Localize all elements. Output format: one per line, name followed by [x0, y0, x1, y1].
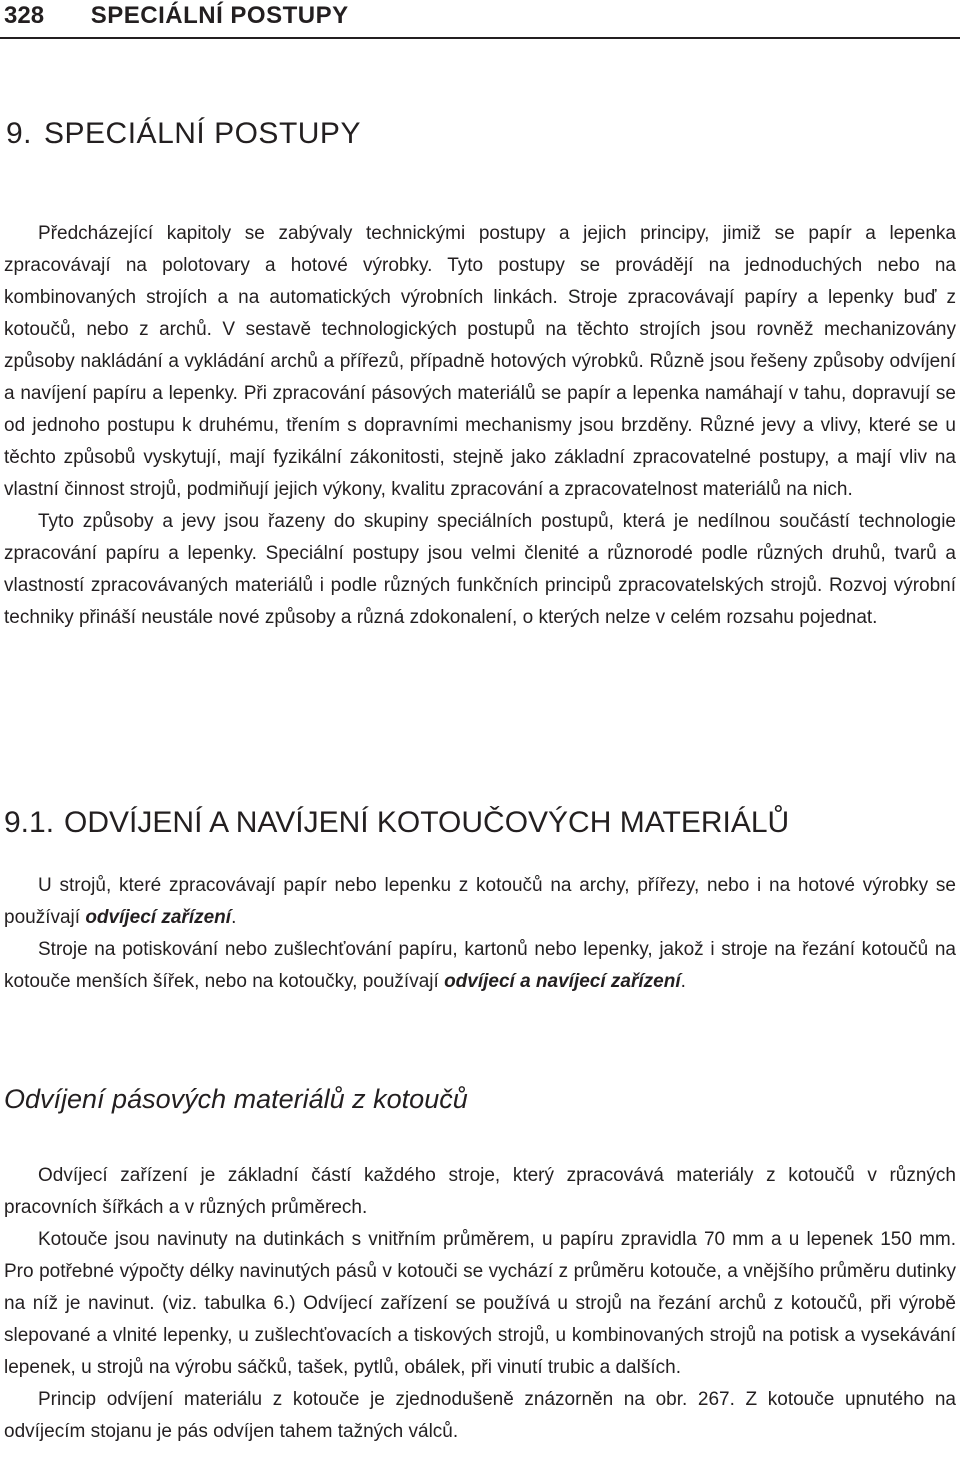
section-paragraph-1 — [4, 870, 956, 934]
section-title — [4, 805, 789, 841]
section-p1-text: U strojů, které zpracovávají papír nebo lepenku z kotoučů na archy, přířezy, nebo i na hotové výrobky se používají — [4, 875, 956, 928]
subsection-text — [4, 1160, 956, 1448]
subsection-paragraph-3: Princip odvíjení materiálu z kotouče je zjednodušeně znázorněn na obr. 267. Z kotouče upnutého na odvíjecím stojanu je pás odvíjen tahem tažných válců. — [4, 1389, 956, 1442]
section-p1-end: . — [231, 907, 237, 928]
page-number: 328 — [4, 2, 45, 29]
subsection-title: Odvíjení pásových materiálů z kotoučů — [4, 1084, 468, 1114]
section-p2-term: odvíjecí a navíjecí zařízení — [444, 971, 681, 992]
section-number: 9.1. — [4, 806, 55, 839]
intro-paragraph-1: Předcházející kapitoly se zabývaly technickými postupy a jejich principy, jimiž se papír a lepenka zpracovávají na polotovary a hotové výrobky. Tyto postupy se provádějí na jednoduchých nebo na kombinovaných strojích a na automatických výrobních linkách. Stroje zpracovávají papíry a lepenky buď z kotoučů, nebo z archů. V sestavě technologických postupů na těchto strojích jsou rovněž mechanizovány způsoby nakládání a vykládání archů a přířezů, případně hotových výrobků. Různě jsou řešeny způsoby odvíjení a navíjení papíru a lepenky. Při zpracování pásových materiálů se papír a lepenka namáhají v tahu, dopravují se od jednoho postupu k druhému, třením s dopravními mechanismy jsou brzděny. Různé jevy a vlivy, které se u těchto způsobů vyskytují, mají fyzikální zákonitosti, stejně jako základní zpracovatelné postupy, a mají vliv na vlastní činnost strojů, podmiňují jejich výkony, kvalitu zpracování a zpracovatelnost materiálů na nich. — [4, 223, 956, 500]
section-p1-term: odvíjecí zařízení — [85, 907, 232, 928]
section-p2-end: . — [680, 971, 686, 992]
section-text — [4, 870, 956, 998]
section-paragraph-2 — [4, 934, 956, 998]
subsection-paragraph-2: Kotouče jsou navinuty na dutinkách s vnitřním průměrem, u papíru zpravidla 70 mm a u lepenek 150 mm. Pro potřebné výpočty délky navinutých pásů v kotouči se vychází z průměru kotouče, a vnějšího průměru dutinky na níž je navinut. (viz. tabulka 6.) Odvíjecí zařízení se používá u strojů na řezání archů z kotoučů, při výrobě slepované a vlnité lepenky, u zušlechťovacích a tiskových strojů, u kombinovaných strojů na potisk a vysekávání lepenek, u strojů na výrobu sáčků, tašek, pytlů, obálek, při vinutí trubic a dalších. — [4, 1229, 956, 1378]
section-title-text: ODVÍJENÍ A NAVÍJENÍ KOTOUČOVÝCH MATERIÁLŮ — [64, 806, 790, 839]
intro-text — [4, 218, 956, 634]
chapter-number: 9. — [6, 117, 33, 150]
chapter-title-text: SPECIÁLNÍ POSTUPY — [44, 117, 361, 150]
subsection-paragraph-1: Odvíjecí zařízení je základní částí každého stroje, který zpracovává materiály z kotoučů v různých pracovních šířkách a v různých průměrech. — [4, 1165, 956, 1218]
intro-paragraph-2: Tyto způsoby a jevy jsou řazeny do skupiny speciálních postupů, která je nedílnou součástí technologie zpracování papíru a lepenky. Speciální postupy jsou velmi členité a různorodé podle různých druhů, tvarů a vlastností zpracovávaných materiálů i podle různých funkčních principů zpracovatelských strojů. Rozvoj výrobní techniky přináší neustále nové způsoby a různá zdokonalení, o kterých nelze v celém rozsahu pojednat. — [4, 511, 956, 628]
section-p2-text: Stroje na potiskování nebo zušlechťování papíru, kartonů nebo lepenky, jakož i stroje na řezání kotoučů na kotouče menších šířek, nebo na kotoučky, používají — [4, 939, 956, 992]
running-header — [4, 0, 956, 38]
running-title: SPECIÁLNÍ POSTUPY — [90, 2, 349, 29]
header-rule — [0, 37, 960, 39]
chapter-title — [6, 116, 361, 152]
